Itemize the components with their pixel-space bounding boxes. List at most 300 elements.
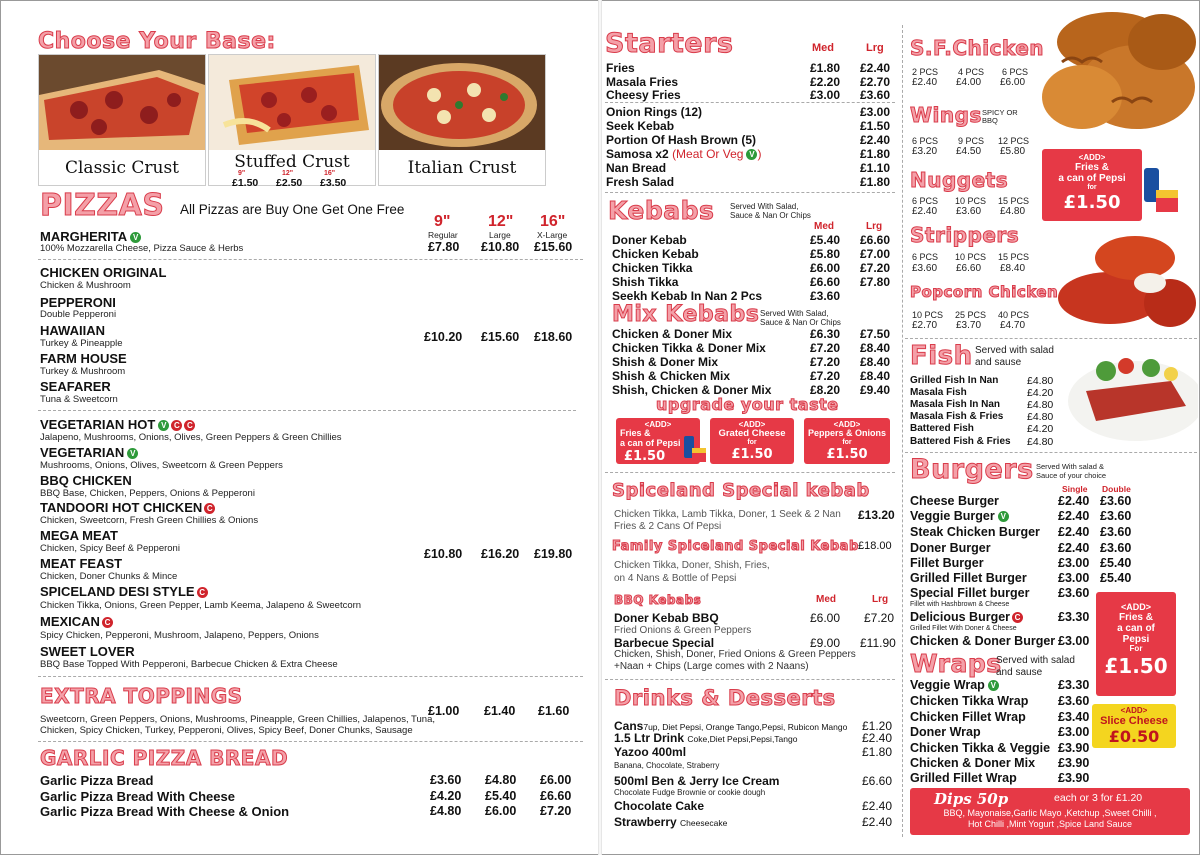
- burger-name: Veggie Burger: [910, 509, 995, 523]
- mix-lrg: £8.40: [860, 355, 891, 369]
- wrap-name: Veggie Wrap: [910, 678, 985, 692]
- starter-item[interactable]: Fries: [606, 61, 635, 75]
- mix-item[interactable]: Shish & Chicken Mix: [612, 369, 731, 383]
- burger-single: £3.00: [1058, 571, 1090, 585]
- wrap-price: £3.30: [1058, 678, 1090, 692]
- tandoori-name: TANDOORI HOT CHICKEN: [40, 500, 203, 515]
- pizza-seafarer[interactable]: SEAFARER: [40, 379, 111, 394]
- pizza-meat-feast[interactable]: MEAT FEAST: [40, 556, 123, 571]
- wrap-item[interactable]: Doner Wrap: [910, 725, 981, 739]
- divider: [605, 679, 895, 680]
- bbq-desc: Fried Onions & Green Peppers: [614, 625, 752, 636]
- burger-desc: Fillet with Hashbrown & Cheese: [910, 601, 1010, 608]
- veg-icon: V: [988, 680, 999, 691]
- pcs-price: £3.60: [956, 206, 982, 217]
- toppings-price-9: £1.00: [428, 704, 460, 718]
- upgrade-text: Grated Cheese: [718, 428, 786, 439]
- mix-lrg: £8.40: [860, 341, 891, 355]
- pizza-desc: Chicken & Mushroom: [40, 280, 131, 291]
- garlic-bread-title: GARLIC PIZZA BREAD: [40, 746, 289, 770]
- kebab-lrg: £6.60: [860, 233, 891, 247]
- burger-double: £5.40: [1100, 556, 1132, 570]
- size-16: 16": [540, 213, 566, 230]
- fish-item[interactable]: Masala Fish: [910, 387, 967, 398]
- extra-toppings-title: EXTRA TOPPINGS: [40, 684, 243, 708]
- drink-price: £6.60: [862, 774, 893, 788]
- pcs-price: £8.40: [1000, 263, 1026, 274]
- margherita-price-9: £7.80: [428, 240, 460, 254]
- stuffed-price-12: £2.50: [276, 177, 303, 189]
- fish-item[interactable]: Masala Fish & Fries: [910, 411, 1004, 422]
- stuffed-price-9: £1.50: [232, 177, 259, 189]
- mix-med: £7.20: [810, 341, 841, 355]
- pcs: 12 PCS: [998, 136, 1030, 146]
- pizza-spiceland-desi-style[interactable]: [40, 585, 208, 598]
- pcs-price: £3.70: [956, 320, 982, 331]
- garlic-bread-item[interactable]: Garlic Pizza Bread: [40, 773, 154, 788]
- pcs: 9 PCS: [958, 136, 985, 146]
- pcs: 15 PCS: [998, 196, 1030, 206]
- drink-price: £1.80: [862, 745, 893, 759]
- toppings-desc-1: Sweetcorn, Green Peppers, Onions, Mushrooms, Pineapple, Green Chillies, Jalapenos, Tuna,: [40, 714, 435, 725]
- kebabs-med-header: Med: [814, 221, 834, 232]
- burgers-double-header: Double: [1102, 484, 1131, 494]
- bbq-med-header: Med: [816, 594, 836, 605]
- chilli-icon: C: [102, 617, 113, 628]
- bbq-lrg: £7.20: [864, 611, 895, 625]
- drink-desc: Banana, Chocolate, Straberry: [614, 761, 720, 770]
- wrap-price: £3.00: [1058, 725, 1090, 739]
- burger-item[interactable]: Cheese Burger: [910, 494, 999, 508]
- upgrade-text: Peppers & Onions: [807, 428, 887, 438]
- group1-price-16: £18.60: [534, 330, 573, 344]
- pcs-price: £2.70: [912, 320, 938, 331]
- wraps-served-2: and sause: [996, 667, 1043, 678]
- mix-item[interactable]: Chicken & Doner Mix: [612, 327, 733, 341]
- starter-item[interactable]: Nan Bread: [606, 161, 667, 175]
- margherita-desc: 100% Mozzarella Cheese, Pizza Sauce & Herbs: [40, 243, 244, 254]
- pcs: 10 PCS: [955, 252, 987, 262]
- pcs: 6 PCS: [912, 196, 939, 206]
- veg-icon: V: [127, 448, 138, 459]
- pcs: 6 PCS: [912, 136, 939, 146]
- stuffed-crust-image: [209, 55, 375, 150]
- fish-title: Fish: [910, 341, 973, 371]
- fries-icon: [1156, 190, 1178, 212]
- upgrade-for: for: [747, 439, 757, 447]
- fish-image: [1056, 346, 1198, 446]
- add-label: <ADD>: [738, 420, 766, 429]
- divider: [605, 102, 895, 103]
- starter-lrg-price: £3.00: [860, 105, 891, 119]
- wings-title: Wings: [910, 103, 982, 127]
- margherita-price-12: £10.80: [481, 240, 520, 254]
- starter-item[interactable]: Fresh Salad: [606, 175, 675, 189]
- divider: [905, 338, 1197, 339]
- kebab-item[interactable]: Seekh Kebab In Nan 2 Pcs: [612, 289, 763, 303]
- burger-item[interactable]: Special Fillet burger: [910, 586, 1030, 600]
- starter-item[interactable]: Onion Rings (12): [606, 105, 702, 119]
- pcs-price: £5.80: [1000, 146, 1026, 157]
- strippers-title: Strippers: [910, 223, 1020, 247]
- kebab-med: £3.60: [810, 289, 841, 303]
- mix-kebabs-title: Mix Kebabs: [612, 302, 760, 327]
- add-label: <ADD>: [644, 420, 672, 429]
- size-16-label: X-Large: [537, 230, 568, 240]
- pizza-desc: Tuna & Sweetcorn: [40, 394, 118, 405]
- burger-item[interactable]: Chicken & Doner Burger: [910, 634, 1056, 648]
- toppings-price-12: £1.40: [484, 704, 516, 718]
- pizza-hawaiian[interactable]: HAWAIIAN: [40, 323, 105, 338]
- pcs: 40 PCS: [998, 310, 1030, 320]
- fried-chicken-image: [1032, 2, 1198, 142]
- wrap-item[interactable]: Grilled Fillet Wrap: [910, 771, 1017, 785]
- wrap-price: £3.60: [1058, 694, 1090, 708]
- upgrade-price: £1.50: [624, 448, 666, 464]
- garlic-price: £4.80: [430, 804, 462, 818]
- size-12-label: Large: [489, 230, 511, 240]
- upgrade-peppers-onions[interactable]: [804, 418, 890, 464]
- dips-banner[interactable]: [910, 788, 1190, 835]
- bbq-med: £9.00: [810, 636, 841, 650]
- mix-lrg: £8.40: [860, 369, 891, 383]
- slice-cheese-promo[interactable]: [1092, 704, 1176, 748]
- burgers-title: Burgers: [910, 454, 1034, 485]
- pizza-desc: Turkey & Pineapple: [40, 338, 123, 349]
- drink-desc: 7up, Diet Pepsi, Orange Tango,Pepsi, Rubicon Mango: [643, 722, 848, 732]
- starter-item[interactable]: Seek Kebab: [606, 119, 675, 133]
- burger-name: Delicious Burger: [910, 610, 1011, 624]
- dips-title: Dips 50p: [934, 790, 1009, 808]
- upgrade-price: £1.50: [826, 446, 868, 462]
- promo-text: Fries &: [1075, 162, 1109, 173]
- garlic-price: £4.80: [485, 773, 517, 787]
- fish-price: £4.80: [1027, 436, 1054, 448]
- choose-base-title: Choose Your Base:: [38, 29, 276, 54]
- promo-text-3: Pepsi: [1122, 634, 1150, 645]
- drink-desc: Coke,Diet Pepsi,Pepsi,Tango: [687, 734, 798, 744]
- nuggets-title: Nuggets: [910, 168, 1009, 192]
- veg-icon: V: [998, 511, 1009, 522]
- starter-lrg-price: £2.40: [860, 61, 891, 75]
- divider: [605, 192, 895, 193]
- add-label: <ADD>: [1120, 602, 1151, 612]
- divider: [38, 676, 583, 677]
- add-label: <ADD>: [1078, 153, 1106, 162]
- family-special-title: Family Spiceland Special Kebab: [612, 539, 859, 554]
- drink-price: £2.40: [862, 815, 893, 829]
- starter-item[interactable]: Portion Of Hash Brown (5): [606, 133, 756, 147]
- chilli-icon: C: [184, 420, 195, 431]
- kebabs-served: Served With Salad,: [730, 202, 799, 211]
- fish-price: £4.20: [1027, 387, 1054, 399]
- fish-item[interactable]: Battered Fish & Fries: [910, 436, 1011, 447]
- burger-item-delicious[interactable]: [910, 611, 1023, 624]
- fish-item[interactable]: Grilled Fish In Nan: [910, 375, 999, 386]
- family-desc: Chicken Tikka, Doner, Shish, Fries,: [614, 560, 770, 571]
- starter-item-samosa[interactable]: [606, 148, 761, 160]
- wrap-price: £3.90: [1058, 771, 1090, 785]
- garlic-price: £6.00: [485, 804, 517, 818]
- kebab-med: £6.00: [810, 261, 841, 275]
- kebabs-lrg-header: Lrg: [866, 221, 883, 232]
- burger-single: £3.00: [1058, 556, 1090, 570]
- stuffed-size-16: 16": [324, 170, 336, 177]
- drink-item-1-5[interactable]: [614, 732, 797, 744]
- mix-lrg: £9.40: [860, 383, 891, 397]
- crust-card-classic[interactable]: [38, 54, 206, 186]
- wrap-item[interactable]: Chicken Tikka Wrap: [910, 694, 1029, 708]
- pizza-farm-house[interactable]: FARM HOUSE: [40, 351, 127, 366]
- wraps-served: Served with salad: [996, 655, 1075, 666]
- divider: [38, 410, 576, 411]
- burger-double: £5.40: [1100, 571, 1132, 585]
- pizza-chicken-original[interactable]: CHICKEN ORIGINAL: [40, 265, 167, 280]
- starter-item[interactable]: Masala Fries: [606, 75, 679, 89]
- crust-card-italian[interactable]: [378, 54, 546, 186]
- pcs-price: £6.00: [1000, 77, 1026, 88]
- size-12: 12": [488, 213, 514, 230]
- samosa-note-end: ): [757, 147, 762, 161]
- pizza-desc: Chicken Tikka, Onions, Green Pepper, Lamb Keema, Jalapeno & Sweetcorn: [40, 600, 362, 611]
- wrap-item[interactable]: Chicken Fillet Wrap: [910, 710, 1026, 724]
- pizza-desc: Spicy Chicken, Pepperoni, Mushroom, Jalapeno, Peppers, Onions: [40, 630, 319, 641]
- fish-item[interactable]: Battered Fish: [910, 423, 974, 434]
- burger-item[interactable]: Fillet Burger: [910, 556, 984, 570]
- stuffed-price-16: £3.50: [320, 177, 347, 189]
- slice-price: £0.50: [1108, 727, 1160, 747]
- fries-icon: [692, 448, 706, 462]
- kebabs-title: Kebabs: [608, 196, 715, 225]
- promo-text: Fries &: [1119, 612, 1153, 623]
- mexican-name: MEXICAN: [40, 614, 100, 629]
- chilli-icon: C: [171, 420, 182, 431]
- add-label: <ADD>: [833, 420, 861, 429]
- starter-lrg-price: £1.50: [860, 119, 891, 133]
- veg-icon: V: [130, 232, 141, 243]
- strippers-image: [1050, 228, 1198, 334]
- upgrade-grated-cheese[interactable]: [710, 418, 794, 464]
- pizza-bbq-chicken[interactable]: BBQ CHICKEN: [40, 473, 132, 488]
- burger-single: £2.40: [1058, 525, 1090, 539]
- drink-name: Strawberry: [614, 815, 677, 829]
- kebab-item[interactable]: Shish Tikka: [612, 275, 679, 289]
- burger-single: £3.00: [1058, 634, 1090, 648]
- starter-lrg-price: £1.80: [860, 175, 891, 189]
- pizzas-subtitle: All Pizzas are Buy One Get One Free: [180, 202, 405, 217]
- pizza-desc: BBQ Base Topped With Pepperoni, Barbecue Chicken & Extra Cheese: [40, 659, 338, 670]
- drink-item-chocolate-cake[interactable]: Chocolate Cake: [614, 799, 705, 813]
- pizza-vegetarian[interactable]: [40, 446, 138, 459]
- drink-price: £1.20: [862, 719, 893, 733]
- group2-price-9: £10.80: [424, 547, 463, 561]
- pizza-vegetarian-hot[interactable]: [40, 418, 195, 431]
- divider: [905, 452, 1197, 453]
- kebab-item[interactable]: Chicken Tikka: [612, 261, 693, 275]
- group2-price-16: £19.80: [534, 547, 573, 561]
- pizza-desc: Chicken, Spicy Beef & Pepperoni: [40, 543, 180, 554]
- pcs-price: £4.70: [1000, 320, 1026, 331]
- mix-item[interactable]: Chicken Tikka & Doner Mix: [612, 341, 766, 355]
- pepsi-fries-promo[interactable]: [1042, 149, 1142, 221]
- burger-item[interactable]: Grilled Fillet Burger: [910, 571, 1027, 585]
- mix-item[interactable]: Shish & Doner Mix: [612, 355, 719, 369]
- kebab-item[interactable]: Chicken Kebab: [612, 247, 699, 261]
- special-desc: Chicken Tikka, Lamb Tikka, Doner, 1 Seek & 2 Nan: [614, 509, 841, 520]
- special-price: £13.20: [858, 508, 895, 522]
- garlic-price: £6.60: [540, 789, 572, 803]
- garlic-price: £4.20: [430, 789, 462, 803]
- divider: [38, 741, 583, 742]
- garlic-price: £6.00: [540, 773, 572, 787]
- pcs: 6 PCS: [912, 252, 939, 262]
- burger-item[interactable]: Steak Chicken Burger: [910, 525, 1040, 539]
- garlic-bread-cheese-onion-item[interactable]: Garlic Pizza Bread With Cheese & Onion: [40, 804, 290, 819]
- starter-med-price: £1.80: [810, 61, 841, 75]
- pizza-tandoori-hot-chicken[interactable]: [40, 501, 215, 514]
- margherita-price-16: £15.60: [534, 240, 573, 254]
- starter-lrg-price: £1.80: [860, 147, 891, 161]
- mix-served: Served With Salad,: [760, 309, 829, 318]
- pizza-sweet-lover[interactable]: SWEET LOVER: [40, 644, 135, 659]
- dips-deal: each or 3 for £1.20: [1054, 792, 1143, 804]
- burger-single: £2.40: [1058, 494, 1090, 508]
- promo-price: £1.50: [1063, 191, 1121, 213]
- add-label: <ADD>: [1120, 706, 1148, 715]
- veg-hot-name: VEGETARIAN HOT: [40, 417, 156, 432]
- mix-med: £8.20: [810, 383, 841, 397]
- kebabs-served-2: Sauce & Nan Or Chips: [730, 211, 811, 220]
- fish-price: £4.80: [1027, 375, 1054, 387]
- drink-item-strawberry[interactable]: [614, 816, 727, 828]
- wraps-title: Wraps: [910, 649, 1002, 678]
- burger-single: £3.30: [1058, 610, 1090, 624]
- burger-single: £2.40: [1058, 541, 1090, 555]
- kebab-lrg: £7.20: [860, 261, 891, 275]
- margherita-name: MARGHERITA: [40, 229, 128, 244]
- spiceland-special-title: Spiceland Special kebab: [612, 480, 870, 501]
- pizza-desc: Mushrooms, Onions, Olives, Sweetcorn & Green Peppers: [40, 460, 283, 471]
- chilli-icon: C: [197, 587, 208, 598]
- bbq-med: £6.00: [810, 611, 841, 625]
- burger-double: £3.60: [1100, 509, 1132, 523]
- pizza-mexican[interactable]: [40, 615, 113, 628]
- bbq-item[interactable]: Doner Kebab BBQ: [614, 611, 719, 625]
- wrap-item[interactable]: Chicken Tikka & Veggie: [910, 741, 1051, 755]
- toppings-desc-2: Chicken, Spicy Chicken, Turkey, Pepperoni, Olives, Spicy Beef, Doner Chunks, Sausage: [40, 725, 413, 736]
- group2-price-12: £16.20: [481, 547, 520, 561]
- drink-desc: Cheesecake: [680, 818, 728, 828]
- mix-item[interactable]: Shish, Chicken & Doner Mix: [612, 383, 772, 397]
- pizza-margherita[interactable]: [40, 230, 141, 243]
- pcs-price: £2.40: [912, 206, 938, 217]
- italian-crust-label: Italian Crust: [407, 158, 517, 178]
- bbq-item[interactable]: Barbecue Special: [614, 636, 715, 650]
- stuffed-size-12: 12": [282, 170, 294, 177]
- kebab-item[interactable]: Doner Kebab: [612, 233, 687, 247]
- burger-double: £3.60: [1100, 494, 1132, 508]
- column-divider: [902, 25, 903, 837]
- size-9: 9": [434, 213, 451, 230]
- pcs-price: £3.20: [912, 146, 938, 157]
- veg-icon: V: [158, 420, 169, 431]
- starter-item[interactable]: Cheesy Fries: [606, 88, 681, 102]
- burger-single: £2.40: [1058, 509, 1090, 523]
- wrap-item[interactable]: Chicken & Doner Mix: [910, 756, 1036, 770]
- samosa-note: (Meat Or Veg: [672, 147, 744, 161]
- burgers-served-2: Sauce of your choice: [1036, 471, 1107, 480]
- mix-lrg: £7.50: [860, 327, 891, 341]
- fish-served-2: and sause: [975, 357, 1022, 368]
- crust-card-stuffed[interactable]: [208, 54, 376, 189]
- pizza-desc: Jalapeno, Mushrooms, Onions, Olives, Green Peppers & Green Chillies: [40, 432, 342, 443]
- pizza-desc: Chicken, Sweetcorn, Fresh Green Chillies & Onions: [40, 515, 259, 526]
- wrap-price: £3.40: [1058, 710, 1090, 724]
- size-9-label: Regular: [428, 230, 458, 240]
- garlic-price: £3.60: [430, 773, 462, 787]
- drinks-title: Drinks & Desserts: [614, 686, 836, 710]
- pcs: 25 PCS: [955, 310, 987, 320]
- pizza-mega-meat[interactable]: MEGA MEAT: [40, 528, 118, 543]
- pizzas-title: PIZZAS: [40, 188, 165, 223]
- upgrade-price: £1.50: [731, 447, 773, 463]
- fish-price: £4.80: [1027, 411, 1054, 423]
- mix-med: £7.20: [810, 369, 841, 383]
- pcs: 10 PCS: [955, 196, 987, 206]
- family-special-price: £18.00: [858, 540, 892, 552]
- pizza-desc: Turkey & Mushroom: [40, 366, 126, 377]
- burger-fries-pepsi-promo[interactable]: [1096, 592, 1176, 696]
- pizza-desc: Double Pepperoni: [40, 309, 117, 320]
- veg-name: VEGETARIAN: [40, 445, 125, 460]
- drink-name: Cans: [614, 719, 644, 733]
- pcs-price: £4.80: [1000, 206, 1026, 217]
- drink-desc: Chocolate Fudge Brownie or cookie dough: [614, 788, 766, 797]
- upgrade-text-2: a can of Pepsi: [620, 437, 681, 448]
- fish-item[interactable]: Masala Fish In Nan: [910, 399, 1001, 410]
- dips-list: BBQ, Mayonaise,Garlic Mayo ,Ketchup ,Sweet Chilli ,: [943, 808, 1157, 818]
- kebab-med: £6.60: [810, 275, 841, 289]
- pcs: 2 PCS: [912, 67, 939, 77]
- pizza-pepperoni[interactable]: PEPPERONI: [40, 295, 116, 310]
- page-fold: [598, 0, 602, 855]
- upgrade-text: Fries &: [620, 428, 651, 438]
- burger-item-veggie[interactable]: [910, 510, 1009, 523]
- wrap-price: £3.90: [1058, 741, 1090, 755]
- drink-item-yazoo[interactable]: Yazoo 400ml: [614, 745, 687, 759]
- pcs: 6 PCS: [1002, 67, 1029, 77]
- garlic-bread-cheese-item[interactable]: Garlic Pizza Bread With Cheese: [40, 789, 235, 804]
- family-desc-2: on 4 Nans & Bottle of Pepsi: [614, 573, 737, 584]
- popcorn-chicken-title: Popcorn Chicken: [910, 283, 1059, 301]
- pizza-desc: Chicken, Doner Chunks & Mince: [40, 571, 178, 582]
- mix-served-2: Sauce & Nan Or Chips: [760, 318, 841, 327]
- burger-item[interactable]: Doner Burger: [910, 541, 991, 555]
- pcs-price: £2.40: [912, 77, 938, 88]
- bbq-desc-2: +Naan + Chips (Large comes with 2 Naans): [614, 661, 809, 672]
- wings-note: SPICY OR: [982, 108, 1018, 117]
- burgers-single-header: Single: [1062, 484, 1088, 494]
- starters-title: Starters: [605, 28, 734, 59]
- slice-text: Slice Cheese: [1100, 715, 1168, 727]
- classic-crust-image: [39, 55, 205, 150]
- drink-item-ben-jerry[interactable]: 500ml Ben & Jerry Ice Cream: [614, 774, 780, 788]
- dips-list-2: Hot Chilli ,Mint Yogurt ,Spice Land Sauce: [967, 819, 1133, 829]
- wrap-item-veggie[interactable]: [910, 679, 999, 692]
- pcs: 10 PCS: [912, 310, 944, 320]
- starter-lrg-price: £3.60: [860, 88, 891, 102]
- pcs: 4 PCS: [958, 67, 985, 77]
